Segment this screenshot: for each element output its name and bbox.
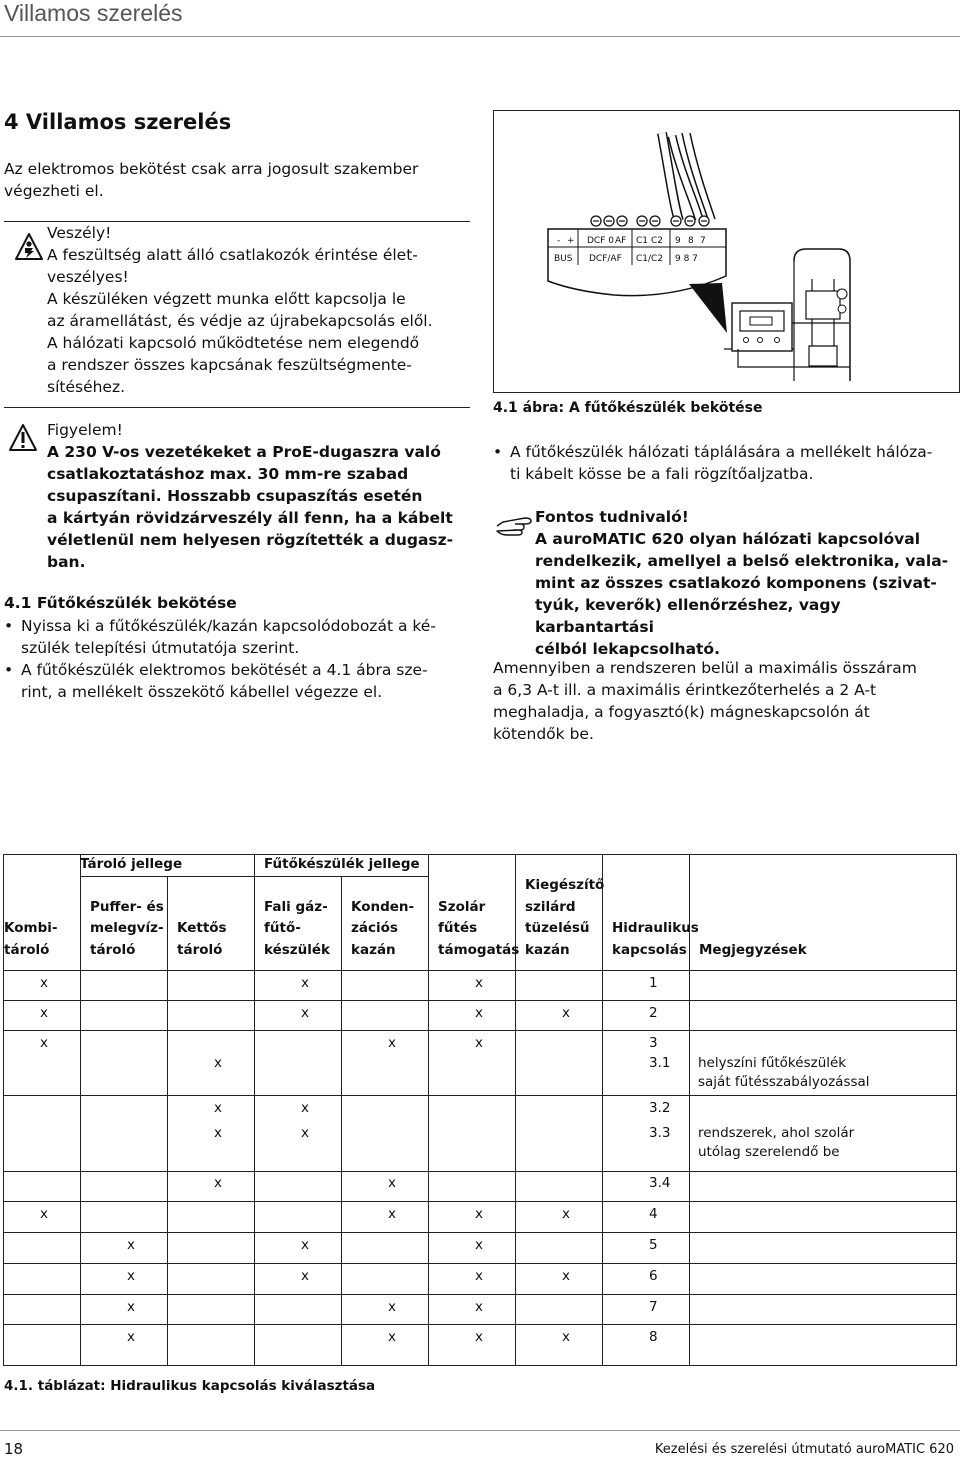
scheme-number-cell: 4 <box>649 1206 658 1222</box>
list-item: • A fűtőkészülék hálózati táplálására a mellékelt hálóza- ti kábelt kösse be a fali rögzítőaljzatba. <box>493 441 959 485</box>
mark-cell: x <box>388 1299 396 1315</box>
mark-cell: x <box>301 1125 309 1141</box>
column-header: Konden- zációs kazán <box>351 898 415 958</box>
terminal-label: 9 8 7 <box>675 254 698 264</box>
mark-cell: x <box>475 1268 483 1284</box>
column-header: Puffer- és melegvíz- tároló <box>90 898 164 958</box>
mark-cell: x <box>475 1005 483 1021</box>
mark-cell: x <box>388 1175 396 1191</box>
mark-cell: x <box>301 1100 309 1116</box>
terminal-label: + <box>567 236 575 246</box>
section-title: 4 Villamos szerelés <box>4 110 232 134</box>
scheme-number-cell: 3.2 <box>649 1100 671 1116</box>
remark-cell: rendszerek, ahol szolár utólag szerelendő be <box>698 1125 855 1160</box>
terminal-label: 7 <box>700 236 706 246</box>
electric-danger-icon <box>14 232 44 266</box>
terminal-label: C1/C2 <box>636 254 664 264</box>
list-item: • Nyissa ki a fűtőkészülék/kazán kapcsolódobozát a ké- szülék telepítési útmutatója szerint. <box>4 615 479 659</box>
mark-cell: x <box>127 1329 135 1345</box>
column-header: Kiegészítő szilárd tüzelésű kazán <box>525 877 605 958</box>
scheme-number-cell: 3 <box>649 1035 658 1051</box>
column-header: Fali gáz- fűtő- készülék <box>264 898 331 958</box>
scheme-number-cell: 3.1 <box>649 1055 671 1071</box>
group-header-boiler: Fűtőkészülék jellege <box>264 856 420 872</box>
wiring-diagram <box>494 111 959 392</box>
mark-cell: x <box>475 1329 483 1345</box>
wiring-figure <box>493 110 960 393</box>
terminal-label: BUS <box>554 254 573 264</box>
attention-text: Figyelem! A 230 V-os vezetékeket a ProE-dugaszra való csatlakoztatáshoz max. 30 mm-re szabad csupaszítani. Hosszabb csupaszítás esetén a kártyán rövidzárveszély áll fenn, ha a kábelt véletlenül nem helyesen rögzítették a dugasz- ban. <box>47 421 454 571</box>
column-header: Szolár fűtés támogatás <box>438 898 520 958</box>
mark-cell: x <box>40 1035 48 1051</box>
list-item: • A fűtőkészülék elektromos bekötését a 4.1 ábra sze- rint, a mellékelt összekötő kábellel végezze el. <box>4 659 479 703</box>
scheme-number-cell: 8 <box>649 1329 658 1345</box>
column-header: Kombi- tároló <box>4 920 58 958</box>
mark-cell: x <box>127 1299 135 1315</box>
running-header: Villamos szerelés <box>4 0 183 26</box>
scheme-number-cell: 7 <box>649 1299 658 1315</box>
document-title: Kezelési és szerelési útmutató auroMATIC 620 <box>654 1442 954 1457</box>
column-header: Kettős tároló <box>177 920 227 958</box>
mark-cell: x <box>562 1206 570 1222</box>
terminal-label: 9 <box>675 236 681 246</box>
mark-cell: x <box>388 1329 396 1345</box>
scheme-number-cell: 5 <box>649 1237 658 1253</box>
mark-cell: x <box>214 1100 222 1116</box>
mark-cell: x <box>40 975 48 991</box>
danger-text: Veszély! A feszültség alatt álló csatlakozók érintése élet- veszélyes! A készüléken végzett munka előtt kapcsolja le az áramellátást, és védje az újrabekapcsolás elől. A hálózati kapcsoló működtetése nem elegendő a rendszer összes kapcsának feszültségmente- sítéséhez. <box>47 224 433 396</box>
warning-icon <box>8 423 38 457</box>
mark-cell: x <box>214 1055 222 1071</box>
scheme-number-cell: 1 <box>649 975 658 991</box>
terminal-label: 8 <box>688 236 694 246</box>
group-header-storage: Tároló jellege <box>80 856 183 872</box>
mark-cell: x <box>301 1005 309 1021</box>
mark-cell: x <box>214 1175 222 1191</box>
terminal-label: AF <box>615 236 627 246</box>
mark-cell: x <box>301 975 309 991</box>
mark-cell: x <box>388 1206 396 1222</box>
power-supply-note <box>493 441 959 485</box>
mark-cell: x <box>127 1268 135 1284</box>
scheme-number-cell: 3.3 <box>649 1125 671 1141</box>
subsection-title: 4.1 Fűtőkészülék bekötése <box>4 594 237 612</box>
footer-rule <box>0 1430 960 1431</box>
mark-cell: x <box>475 1299 483 1315</box>
mark-cell: x <box>40 1206 48 1222</box>
intro-text: Az elektromos bekötést csak arra jogosult szakember végezheti el. <box>4 160 419 200</box>
mark-cell: x <box>475 1206 483 1222</box>
scheme-number-cell: 6 <box>649 1268 658 1284</box>
current-limit-text: Amennyiben a rendszeren belül a maximális összáram a 6,3 A-t ill. a maximális érintkezőterhelés a 2 A-t meghaladja, a fogyasztó(k) mágneskapcsolón át kötendők be. <box>493 659 917 743</box>
mark-cell: x <box>475 1035 483 1051</box>
terminal-label: C2 <box>651 236 664 246</box>
mark-cell: x <box>301 1237 309 1253</box>
terminal-label: DCF 0 <box>587 236 614 246</box>
mark-cell: x <box>301 1268 309 1284</box>
mark-cell: x <box>562 1268 570 1284</box>
scheme-number-cell: 2 <box>649 1005 658 1021</box>
scheme-number-cell: 3.4 <box>649 1175 671 1191</box>
mark-cell: x <box>562 1329 570 1345</box>
pointing-hand-icon <box>495 512 535 542</box>
important-note: Fontos tudnivaló! A auroMATIC 620 olyan hálózati kapcsolóval rendelkezik, amellyel a belső elektronika, vala- mint az összes csatlakozó komponens (szivat- tyúk, keverők) ellenőrzéshez, vagy karbantartási célból lekapcsolható. <box>535 508 949 658</box>
instruction-list <box>4 615 479 703</box>
mark-cell: x <box>475 1237 483 1253</box>
mark-cell: x <box>214 1125 222 1141</box>
mark-cell: x <box>388 1035 396 1051</box>
remark-cell: helyszíni fűtőkészülék saját fűtésszabályozással <box>698 1055 870 1090</box>
mark-cell: x <box>40 1005 48 1021</box>
terminal-label: - <box>557 236 561 246</box>
mark-cell: x <box>475 975 483 991</box>
column-header: Hidraulikus kapcsolás <box>612 920 699 958</box>
header-rule <box>0 36 960 37</box>
terminal-label: DCF/AF <box>589 254 622 264</box>
attention-rule <box>4 407 470 408</box>
page-number: 18 <box>4 1440 24 1458</box>
mark-cell: x <box>562 1005 570 1021</box>
table-caption: 4.1. táblázat: Hidraulikus kapcsolás kiválasztása <box>4 1378 376 1394</box>
column-header: Megjegyzések <box>699 941 807 958</box>
figure-caption: 4.1 ábra: A fűtőkészülék bekötése <box>493 400 763 416</box>
mark-cell: x <box>127 1237 135 1253</box>
terminal-label: C1 <box>636 236 649 246</box>
